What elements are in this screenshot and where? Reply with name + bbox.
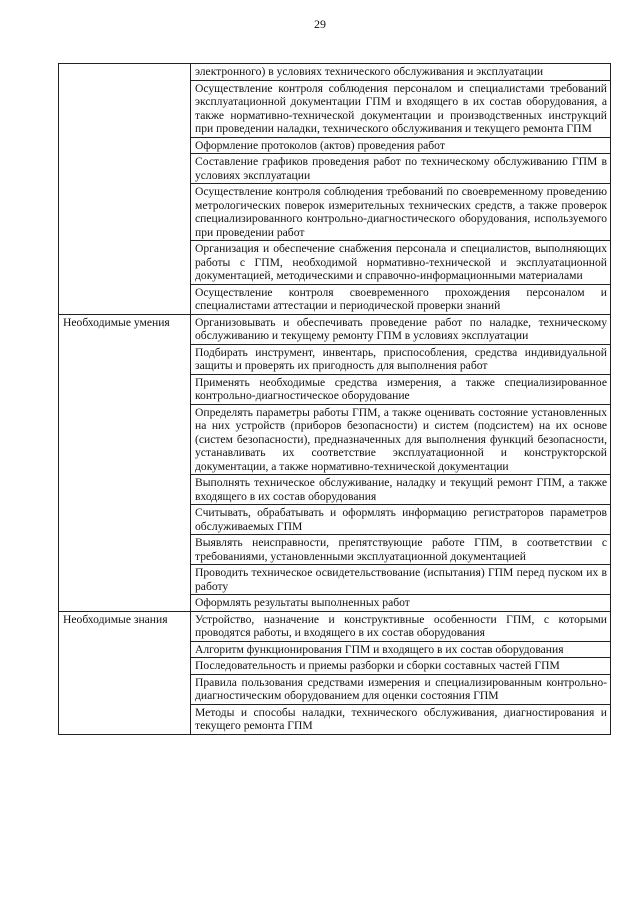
table-cell: Правила пользования средствами измерения и специализированным контрольно-диагностическим оборудованием для оценки состояния ГПМ: [191, 674, 611, 704]
table-cell: Составление графиков проведения работ по техническому обслуживанию ГПМ в условиях эксплуатации: [191, 154, 611, 184]
table-cell: Организация и обеспечение снабжения персонала и специалистов, выполняющих работы с ГПМ, необходимой нормативно-технической и эксплуатационной документацией, методическими и справочно-информационными материалами: [191, 241, 611, 285]
knowledge-label: Необходимые знания: [59, 611, 191, 734]
table-cell: Оформлять результаты выполненных работ: [191, 595, 611, 612]
table-cell: Организовывать и обеспечивать проведение работ по наладке, техническому обслуживанию и текущему ремонту ГПМ в условиях эксплуатации: [191, 314, 611, 344]
table-cell: Проводить техническое освидетельствование (испытания) ГПМ перед пуском их в работу: [191, 565, 611, 595]
skills-label: Необходимые умения: [59, 314, 191, 611]
table-cell: электронного) в условиях технического обслуживания и эксплуатации: [191, 64, 611, 81]
table-cell: Выявлять неисправности, препятствующие работе ГПМ, в соответствии с требованиями, установленными эксплуатационной документацией: [191, 535, 611, 565]
table-row: [59, 611, 611, 641]
table-row: [59, 314, 611, 344]
page-number: 29: [314, 17, 326, 31]
empty-label-cell: [59, 64, 191, 315]
table-cell: Алгоритм функционирования ГПМ и входящего в их состав оборудования: [191, 641, 611, 658]
table-cell: Последовательность и приемы разборки и сборки составных частей ГПМ: [191, 658, 611, 675]
requirements-table: [58, 63, 611, 735]
table-cell: Применять необходимые средства измерения, а также специализированное контрольно-диагностическое оборудование: [191, 374, 611, 404]
table-cell: Подбирать инструмент, инвентарь, приспособления, средства индивидуальной защиты и проверять их пригодность для выполнения работ: [191, 344, 611, 374]
table-cell: Методы и способы наладки, технического обслуживания, диагностирования и текущего ремонта ГПМ: [191, 704, 611, 734]
table-cell: Осуществление контроля своевременного прохождения персоналом и специалистами аттестации и периодической проверки знаний: [191, 284, 611, 314]
table-cell: Устройство, назначение и конструктивные особенности ГПМ, с которыми проводятся работы, и входящего в их состав оборудования: [191, 611, 611, 641]
table-cell: Оформление протоколов (актов) проведения работ: [191, 137, 611, 154]
table-cell: Осуществление контроля соблюдения требований по своевременному проведению метрологических поверок измерительных технических средств, а также проверок специализированного контрольно-диагностического оборудования, используемого при проведении работ: [191, 184, 611, 241]
table-cell: Выполнять техническое обслуживание, наладку и текущий ремонт ГПМ, а также входящего в их состав оборудования: [191, 475, 611, 505]
table-cell: Определять параметры работы ГПМ, а также оценивать состояние установленных на них устройств (приборов безопасности) и систем (подсистем) на их основе (систем безопасности), предназначенных для выполнения функций безопасности, устанавливать их соответствие эксплуатационной и конструкторской документации, а также нормативно-технической документации: [191, 404, 611, 475]
table-cell: Осуществление контроля соблюдения персоналом и специалистами требований эксплуатационной документации ГПМ и входящего в их состав оборудования, а также нормативно-технической документации и производственных инструкций при проведении наладки, технического обслуживания и текущего ремонта ГПМ: [191, 80, 611, 137]
table-row: [59, 64, 611, 81]
table-cell: Считывать, обрабатывать и оформлять информацию регистраторов параметров обслуживаемых ГПМ: [191, 505, 611, 535]
